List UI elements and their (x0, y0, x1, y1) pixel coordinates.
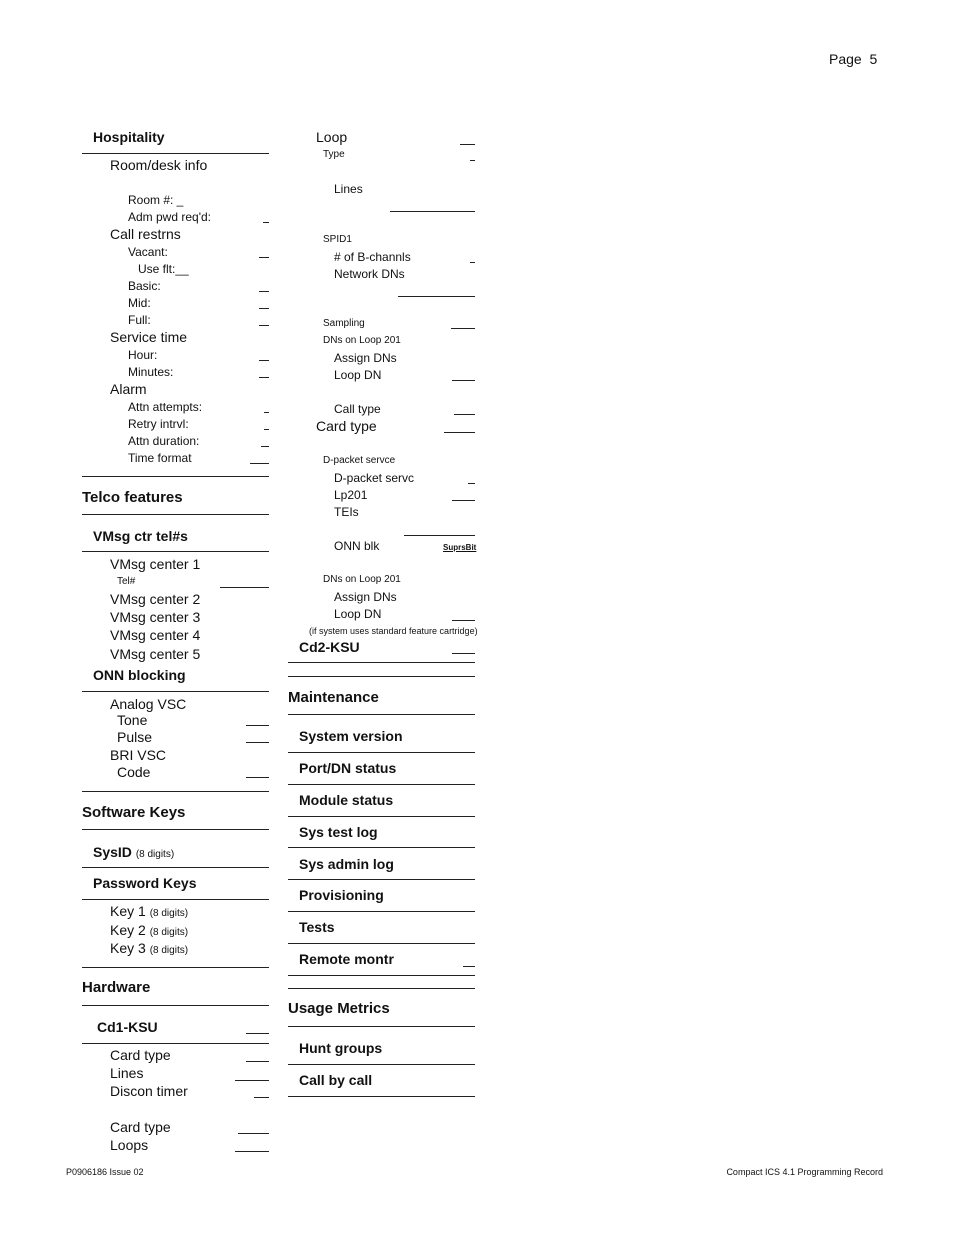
heading-vmsg-ctr: VMsg ctr tel#s (93, 528, 188, 544)
divider (82, 829, 269, 830)
item-sys-admin-log: Sys admin log (299, 856, 394, 872)
blank-field[interactable] (463, 966, 475, 967)
item-tests: Tests (299, 919, 335, 935)
suprsbit-option[interactable]: SuprsBit (443, 543, 477, 552)
label-pulse: Pulse (117, 729, 153, 745)
item-provisioning: Provisioning (299, 887, 384, 903)
blank-field[interactable] (468, 483, 475, 484)
key2-note: (8 digits) (149, 927, 189, 938)
label-attn-attempts: Attn attempts: (128, 400, 203, 414)
key1-note: (8 digits) (149, 908, 189, 919)
label-service-time: Service time (110, 329, 188, 345)
label-vmsg-center-1: VMsg center 1 (110, 556, 201, 572)
divider (288, 975, 475, 976)
heading-password-keys: Password Keys (93, 875, 197, 891)
divider (288, 752, 475, 753)
divider (288, 847, 475, 848)
divider (82, 691, 269, 692)
blank-field[interactable] (250, 463, 269, 464)
page-number (829, 52, 877, 66)
blank-field[interactable] (259, 308, 269, 309)
label-basic: Basic: (128, 279, 161, 293)
heading-onn-blocking: ONN blocking (93, 667, 186, 683)
label-tel: Tel# (117, 576, 136, 587)
heading-hardware: Hardware (82, 979, 151, 996)
label-retry-intrvl: Retry intrvl: (128, 417, 189, 431)
blank-field[interactable] (444, 432, 475, 433)
blank-field[interactable] (390, 211, 475, 212)
label-card-type: Card type (316, 418, 377, 434)
label-lp201: Lp201 (334, 488, 368, 502)
key3-text: Key 3 (110, 940, 146, 956)
footer-doc-title: Compact ICS 4.1 Programming Record (726, 1167, 883, 1177)
heading-maintenance: Maintenance (288, 689, 379, 706)
label-call-type: Call type (334, 402, 381, 416)
blank-field[interactable] (254, 1097, 269, 1098)
blank-field[interactable] (451, 328, 475, 329)
label-d-packet-servce: D-packet servce (323, 455, 396, 466)
label-card-type: Card type (110, 1119, 171, 1135)
label-d-packet-servc: D-packet servc (334, 471, 415, 485)
heading-cd1-ksu: Cd1-KSU (97, 1019, 158, 1035)
blank-field[interactable] (259, 257, 269, 258)
item-port-dn-status: Port/DN status (299, 760, 397, 776)
label-bri-vsc: BRI VSC (110, 747, 167, 763)
label-call-restrns: Call restrns (110, 226, 181, 242)
blank-field[interactable] (470, 160, 475, 161)
label-vmsg-center-4: VMsg center 4 (110, 627, 201, 643)
blank-field[interactable] (246, 725, 269, 726)
item-module-status: Module status (299, 792, 394, 808)
label-room-desk-info: Room/desk info (110, 157, 208, 173)
label-adm-pwd: Adm pwd req'd: (128, 210, 211, 224)
divider (288, 784, 475, 785)
blank-field[interactable] (452, 500, 475, 501)
divider (288, 816, 475, 817)
label-dns-on-loop-201: DNs on Loop 201 (323, 335, 401, 346)
label-key-2 (110, 923, 188, 938)
label-attn-duration: Attn duration: (128, 434, 200, 448)
divider (288, 1096, 475, 1097)
label-assign-dns: Assign DNs (334, 351, 397, 365)
blank-field[interactable] (404, 535, 475, 536)
blank-field[interactable] (460, 144, 475, 145)
note-feature-cartridge: (if system uses standard feature cartridge) (309, 626, 478, 636)
footer-doc-id: P0906186 Issue 02 (66, 1167, 144, 1177)
blank-field[interactable] (246, 777, 269, 778)
key1-text: Key 1 (110, 903, 146, 919)
key2-text: Key 2 (110, 922, 146, 938)
blank-field[interactable] (452, 620, 475, 621)
blank-field[interactable] (238, 1133, 269, 1134)
label-b-channls: # of B-channls (334, 250, 411, 264)
label-time-format: Time format (128, 451, 192, 465)
divider (82, 551, 269, 552)
label-alarm: Alarm (110, 381, 147, 397)
label-use-flt: Use flt:__ (138, 262, 189, 276)
divider (82, 899, 269, 900)
divider (288, 662, 475, 663)
sysid-note: (8 digits) (135, 849, 175, 860)
blank-field[interactable] (454, 414, 475, 415)
divider (82, 1043, 269, 1044)
divider (82, 791, 269, 792)
divider (288, 879, 475, 880)
sysid-text: SysID (93, 844, 132, 860)
blank-field[interactable] (398, 296, 475, 297)
blank-field[interactable] (263, 222, 269, 223)
blank-field[interactable] (259, 325, 269, 326)
label-sampling: Sampling (323, 318, 365, 329)
label-vmsg-center-2: VMsg center 2 (110, 591, 201, 607)
label-full: Full: (128, 313, 151, 327)
label-loop: Loop (316, 129, 348, 145)
divider (82, 153, 269, 154)
label-dns-on-loop-201: DNs on Loop 201 (323, 574, 401, 585)
page-number-value: 5 (869, 51, 878, 67)
divider (288, 988, 475, 989)
divider (82, 967, 269, 968)
label-lines: Lines (110, 1065, 144, 1081)
blank-field[interactable] (470, 262, 475, 263)
divider (82, 867, 269, 868)
blank-field[interactable] (246, 1061, 269, 1062)
label-code: Code (117, 764, 151, 780)
blank-field[interactable] (264, 412, 269, 413)
label-key-1 (110, 904, 188, 919)
item-sys-test-log: Sys test log (299, 824, 378, 840)
blank-field[interactable] (452, 380, 475, 381)
heading-usage-metrics: Usage Metrics (288, 1000, 390, 1017)
label-assign-dns: Assign DNs (334, 590, 397, 604)
label-discon-timer: Discon timer (110, 1083, 188, 1099)
heading-software-keys: Software Keys (82, 804, 186, 821)
key3-note: (8 digits) (149, 945, 189, 956)
blank-field[interactable] (235, 1151, 269, 1152)
label-hour: Hour: (128, 348, 158, 362)
blank-field[interactable] (259, 360, 269, 361)
label-vmsg-center-5: VMsg center 5 (110, 646, 201, 662)
label-type: Type (323, 149, 345, 160)
label-network-dns: Network DNs (334, 267, 405, 281)
heading-telco-features: Telco features (82, 489, 183, 506)
divider (82, 476, 269, 477)
label-vmsg-center-3: VMsg center 3 (110, 609, 201, 625)
label-sysid (93, 845, 174, 860)
label-loops: Loops (110, 1137, 149, 1153)
label-tone: Tone (117, 712, 148, 728)
label-loop-dn: Loop DN (334, 368, 382, 382)
item-remote-montr: Remote montr (299, 951, 394, 967)
blank-field[interactable] (235, 1080, 269, 1081)
heading-cd2-ksu: Cd2-KSU (299, 639, 360, 655)
label-key-3 (110, 941, 188, 956)
label-analog-vsc: Analog VSC (110, 696, 187, 712)
divider (288, 714, 475, 715)
label-minutes: Minutes: (128, 365, 174, 379)
divider (288, 943, 475, 944)
label-teis: TEIs (334, 505, 359, 519)
label-vacant: Vacant: (128, 245, 168, 259)
blank-field[interactable] (246, 1033, 269, 1034)
label-mid: Mid: (128, 296, 151, 310)
label-lines: Lines (334, 182, 363, 196)
page-label: Page (829, 51, 862, 67)
divider (82, 1005, 269, 1006)
blank-field[interactable] (452, 653, 475, 654)
divider (288, 676, 475, 677)
blank-field[interactable] (220, 587, 269, 588)
item-hunt-groups: Hunt groups (299, 1040, 383, 1056)
blank-field[interactable] (259, 377, 269, 378)
divider (288, 1026, 475, 1027)
label-onn-blk: ONN blk (334, 539, 380, 553)
blank-field[interactable] (261, 446, 269, 447)
heading-hospitality: Hospitality (93, 129, 165, 145)
label-loop-dn: Loop DN (334, 607, 382, 621)
divider (82, 514, 269, 515)
label-card-type: Card type (110, 1047, 171, 1063)
blank-field[interactable] (264, 429, 269, 430)
blank-field[interactable] (259, 291, 269, 292)
item-call-by-call: Call by call (299, 1072, 373, 1088)
item-system-version: System version (299, 728, 403, 744)
divider (288, 1064, 475, 1065)
label-spid1: SPID1 (323, 234, 352, 245)
blank-field[interactable] (246, 742, 269, 743)
label-room-no: Room #: _ (128, 193, 184, 207)
divider (288, 911, 475, 912)
